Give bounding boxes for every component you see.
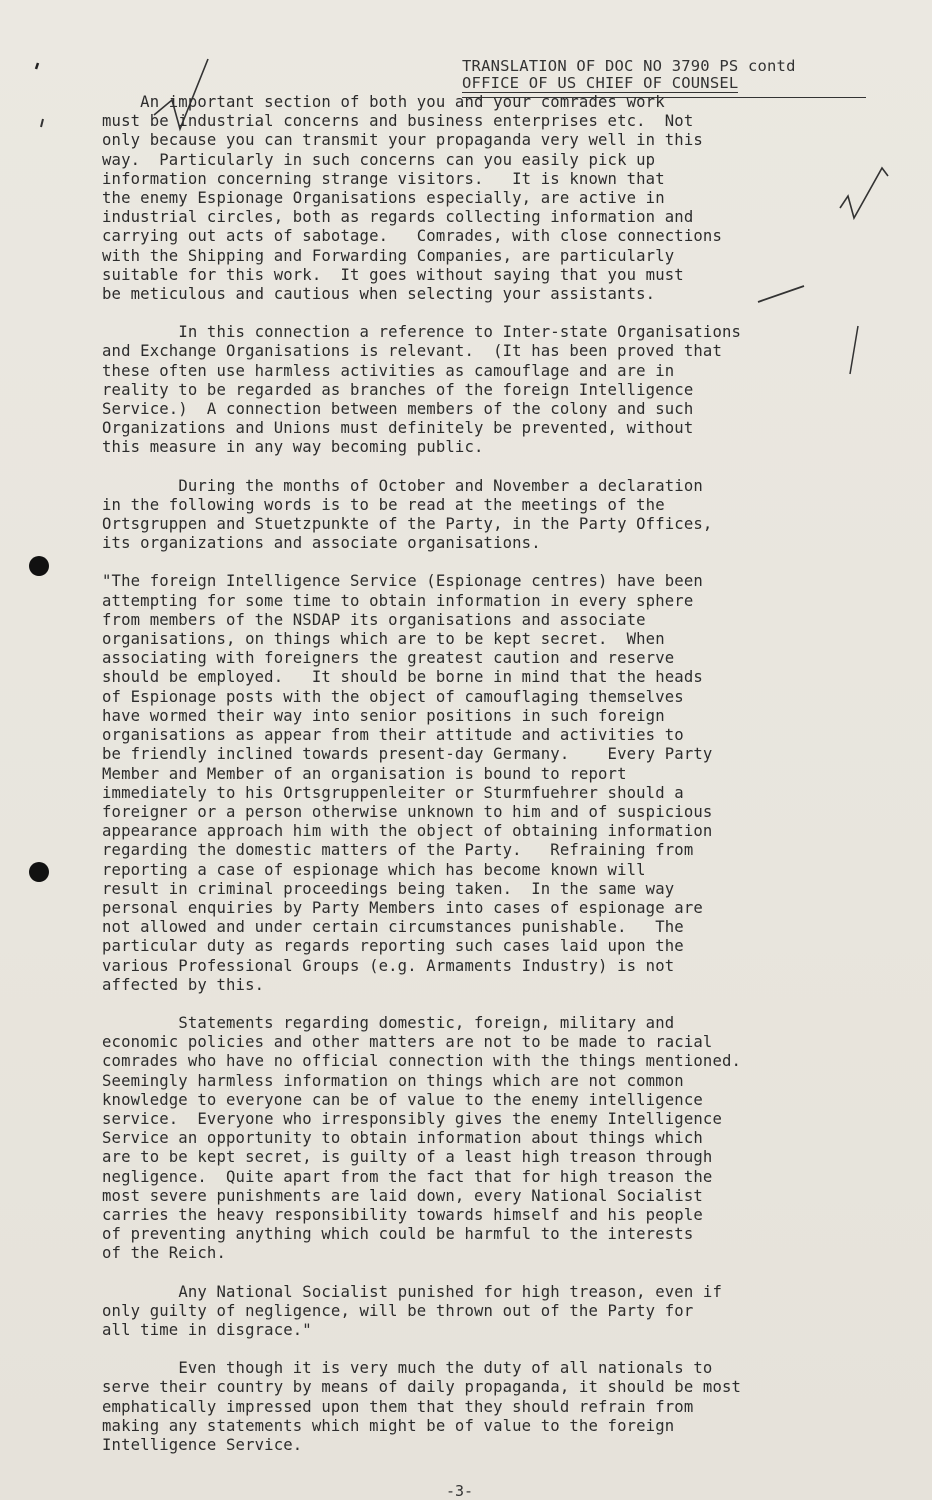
punch-hole-top (29, 556, 49, 576)
page-number: -3- (446, 1482, 474, 1500)
paragraph-statements: Statements regarding domestic, foreign, military and economic policies and other matters are not to be made to racial comrades who have no official connection with the things mentioned. Seemingly harmless information on things which are not common knowledge to everyone can be of value to the enemy intelligence service. Everyone who irresponsibly gives the enemy Intelligence Service an opportunity to obtain information about things which are to be kept secret, is guilty of a least high treason through negligence. Quite apart from the fact that for high treason the most severe punishments are laid down, every National Socialist carries the heavy responsibility towards himself and his people of preventing anything which could be harmful to the interests of the Reich. (102, 1013, 742, 1263)
paragraph-declaration-intro: During the months of October and November a declaration in the following words is to be read at the meetings of the Ortsgruppen and Stuetzpunkte of the Party, in the Party Offices, its organizations and associate organisations. (102, 476, 713, 553)
header-office-line: OFFICE OF US CHIEF OF COUNSEL (462, 74, 739, 92)
margin-tick-marks (30, 55, 60, 155)
paragraph-propaganda-duty: Even though it is very much the duty of all nationals to serve their country by means of daily propaganda, it should be most emphatically impressed upon them that they should refrain from making any statements which might be of value to the foreign Intelligence Service. (102, 1359, 742, 1454)
paragraph-declaration-text: "The foreign Intelligence Service (Espionage centres) have been attempting for some time to obtain information in every sphere from members of the NSDAP its organisations and associate organisations, on things which are to be kept secret. When associating with foreigners the greatest caution and reserve should be employed. It should be borne in mind that the heads of Espionage posts with the object of camouflaging themselves have wormed their way into senior positions in such foreign organisations as appear from their attitude and activities to be friendly inclined towards present-day Germany. Every Party Member and Member of an organisation is bound to report immediately to his Ortsgruppenleiter or Sturmfuehrer should a foreigner or a person otherwise unknown to him and of suspicious appearance approach him with the object of obtaining information regarding the domestic matters of the Party. Refraining from reporting a case of espionage which has become known will result in criminal proceedings being taken. In the same way personal enquiries by Party Members into cases of espionage are not allowed and under certain circumstances punishable. The particular duty as regards reporting such cases laid upon the various Professional Groups (e.g. Armaments Industry) is not affected by this. (102, 572, 713, 994)
paragraph-industrial-concerns: An important section of both you and your comrades work must be industrial concerns and business enterprises etc. Not only because you can transmit your propaganda very well in this way. Particularly in such concerns can you easily pick up information concerning strange visitors. It is known that the enemy Espionage Organisations especially, are active in industrial circles, both as regards collecting information and carrying out acts of sabotage. Comrades, with close connections with the Shipping and Forwarding Companies, are particularly suitable for this work. It goes without saying that you must be meticulous and cautious when selecting your assistants. (102, 93, 722, 304)
document-header (462, 58, 872, 93)
header-translation-line: TRANSLATION OF DOC NO 3790 PS contd (462, 57, 796, 75)
punch-hole-bottom (29, 862, 49, 882)
paragraph-inter-state-organisations: In this connection a reference to Inter-state Organisations and Exchange Organisations is relevant. (It has been proved that these often use harmless activities as camouflage and are in reality to be regarded as branches of the foreign Intelligence Service.) A connection between members of the colony and such Organizations and Unions must definitely be prevented, without this measure in any way becoming public. (102, 323, 742, 457)
document-body (102, 93, 872, 1474)
paragraph-high-treason: Any National Socialist punished for high treason, even if only guilty of negligence, will be thrown out of the Party for all time in disgrace." (102, 1282, 722, 1339)
